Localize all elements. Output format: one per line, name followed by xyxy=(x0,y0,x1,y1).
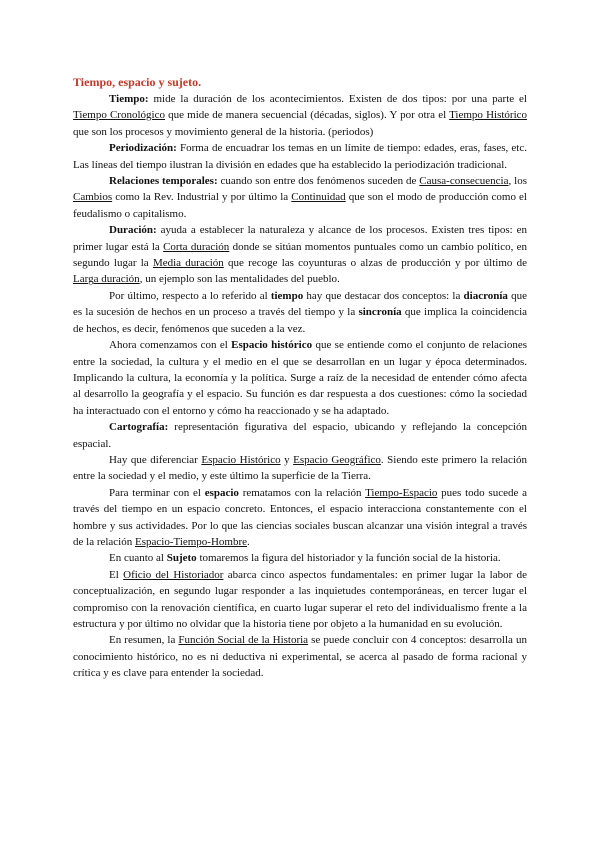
paragraph xyxy=(73,452,527,485)
bold-term: Tiempo: xyxy=(109,93,149,105)
text-run: , un ejemplo son las mentalidades del pueblo. xyxy=(139,273,340,286)
text-run: Hay que diferenciar xyxy=(109,453,202,466)
text-run: como la Rev. Industrial y por último la xyxy=(112,191,292,204)
underlined-term: Tiempo-Espacio xyxy=(365,486,438,499)
underlined-term: Corta duración xyxy=(163,240,230,253)
text-run: se puede concluir con 4 conceptos: desarrolla un conocimiento histórico, no es ni deductiva ni experimental, se acerca al pasado de forma racional y crítica y es clave para entender la sociedad. xyxy=(73,634,527,680)
underlined-term: Continuidad xyxy=(291,191,346,204)
paragraph xyxy=(73,173,527,222)
document-title: Tiempo, espacio y sujeto. xyxy=(73,75,202,89)
text-run: que recoge las coyunturas o alzas de producción y por último de xyxy=(223,257,528,270)
underlined-term: Espacio Geográfico xyxy=(293,453,381,466)
text-run: cuando son entre dos fenómenos suceden de xyxy=(217,175,420,188)
text-run: donde se sitúan momentos puntuales como un cambio político, en segundo lugar la xyxy=(73,240,527,270)
paragraph xyxy=(73,485,527,551)
bold-term: diacronía xyxy=(463,289,508,302)
paragraph xyxy=(73,337,527,419)
document-page xyxy=(73,74,527,682)
underlined-term: Espacio Histórico xyxy=(201,453,281,466)
bold-term: Espacio histórico xyxy=(231,339,313,352)
text-run: que son el modo de producción como el feudalismo o capitalismo. xyxy=(73,191,527,220)
underlined-term: Larga duración xyxy=(73,273,140,286)
document-body xyxy=(73,91,527,682)
paragraph xyxy=(73,222,527,288)
underlined-term: Causa-consecuencia xyxy=(419,175,509,188)
text-run: que son los procesos y movimiento general de la historia. (periodos) xyxy=(73,125,374,138)
paragraph xyxy=(73,632,527,681)
text-run: rematamos con la relación xyxy=(238,486,366,499)
bold-term: Relaciones temporales: xyxy=(109,175,218,188)
paragraph xyxy=(73,140,527,173)
text-run: , los xyxy=(508,175,527,188)
bold-term: Duración: xyxy=(109,224,157,237)
underlined-term: Media duración xyxy=(152,257,224,270)
text-run: Forma de encuadrar los temas en un límite de tiempo: edades, eras, fases, etc. Las líneas del tiempo ilustran la división en edades que ha establecido la periodización tradicional. xyxy=(73,142,527,171)
bold-term: Cartografía: xyxy=(109,421,169,434)
text-run: ayuda a establecer la naturaleza y alcance de los procesos. Existen tres tipos: en primer lugar está la xyxy=(73,224,527,253)
text-run: El xyxy=(109,568,124,581)
text-run: representación figurativa del espacio, ubicando y reflejando la concepción espacial. xyxy=(73,421,527,450)
paragraph xyxy=(73,288,527,337)
text-run: Para terminar con el xyxy=(109,486,205,499)
bold-term: Periodización: xyxy=(109,142,177,155)
paragraph xyxy=(73,567,527,633)
text-run: y xyxy=(280,453,294,466)
underlined-term: Espacio-Tiempo-Hombre xyxy=(135,535,248,548)
text-run: Ahora comenzamos con el xyxy=(109,339,232,352)
bold-term: espacio xyxy=(204,486,239,499)
paragraph xyxy=(73,419,527,452)
underlined-term: Oficio del Historiador xyxy=(123,568,224,581)
paragraph xyxy=(73,550,527,566)
bold-term: sincronía xyxy=(358,306,402,319)
text-run: tomaremos la figura del historiador y la función social de la historia. xyxy=(196,552,501,565)
paragraph xyxy=(73,91,527,140)
text-run: que implica la coincidencia de hechos, es decir, fenómenos que suceden a la vez. xyxy=(73,306,528,335)
text-run: En resumen, la xyxy=(109,634,179,647)
text-run: pues todo sucede a través del tiempo en un espacio concreto. Entonces, el espacio interacciona constantemente con el hombre y sus actividades. Por lo que las ciencias sociales buscan alcanzar una visión integral a través de la relación xyxy=(73,486,527,548)
bold-term: Sujeto xyxy=(166,552,197,565)
text-run: que se entiende como el conjunto de relaciones entre la sociedad, la cultura y el medio en el que se desarrollan en un lugar y época determinados. Implicando la cultura, la economía y la política. Surge a raíz de la necesidad de entender cómo afecta al desarrollo la geografía y el espacio. Su función es dar respuesta a dos cuestiones: cómo la sociedad ha interactuado con el entorno y cómo ha reaccionado y se ha adaptado. xyxy=(73,339,527,417)
text-run: hay que destacar dos conceptos: la xyxy=(303,289,464,302)
text-run: . xyxy=(247,535,250,548)
underlined-term: Cambios xyxy=(73,191,113,204)
bold-term: tiempo xyxy=(270,289,304,302)
text-run: mide la duración de los acontecimientos. Existen de dos tipos: por una parte el xyxy=(148,93,527,105)
text-run: En cuanto al xyxy=(109,552,167,565)
text-run: abarca cinco aspectos fundamentales: en primer lugar la labor de conceptualización, en segundo lugar responder a las inquietudes contemporáneas, en tercer lugar el compromiso con la renovación científica, en cuarto lugar superar el reto del individualismo frente a la estructura y por último no olvidar que la historia tiene por objeto a la humanidad en su evolución. xyxy=(73,568,527,630)
underlined-term: Función Social de la Historia xyxy=(178,634,309,647)
text-run: que mide de manera secuencial (décadas, siglos). Y por otra el xyxy=(164,109,450,122)
text-run: . Siendo este primero la relación entre la sociedad y el medio, y este último la superficie de la Tierra. xyxy=(73,453,527,483)
text-run: Por último, respecto a lo referido al xyxy=(109,289,271,302)
text-run: que es la sucesión de hechos en un proceso a través del tiempo y la xyxy=(73,289,527,319)
underlined-term: Tiempo Cronológico xyxy=(73,109,165,122)
underlined-term: Tiempo Histórico xyxy=(449,109,528,122)
